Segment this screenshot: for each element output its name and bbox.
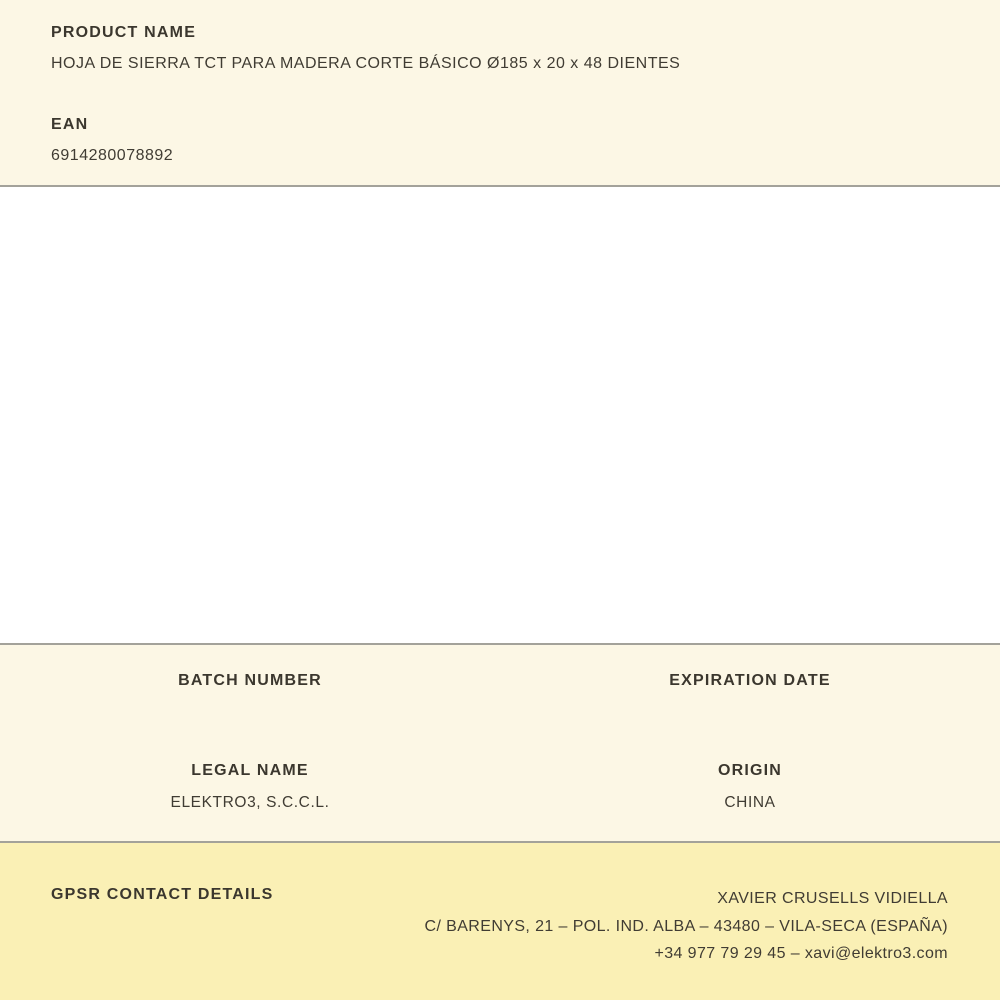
legal-name-cell bbox=[0, 761, 500, 817]
gpsr-contact-name: XAVIER CRUSELLS VIDIELLA bbox=[717, 890, 948, 907]
expiration-date-value bbox=[500, 699, 1000, 727]
expiration-date-label: EXPIRATION DATE bbox=[669, 672, 831, 689]
gpsr-contact-address: C/ BARENYS, 21 – POL. IND. ALBA – 43480 – VILA-SECA (ESPAÑA) bbox=[424, 917, 948, 935]
ean-label: EAN bbox=[51, 116, 89, 133]
product-name-field bbox=[51, 24, 948, 73]
legal-name-label: LEGAL NAME bbox=[191, 762, 309, 779]
legal-name-value: ELEKTRO3, S.C.C.L. bbox=[170, 794, 330, 811]
gpsr-contact-title: GPSR CONTACT DETAILS bbox=[51, 886, 274, 903]
details-row-legal-origin bbox=[0, 761, 1000, 817]
details-row-batch-expiration bbox=[0, 671, 1000, 727]
ean-field bbox=[51, 116, 948, 165]
gpsr-contact-block bbox=[425, 885, 949, 968]
origin-label: ORIGIN bbox=[717, 762, 783, 779]
product-name-label: PRODUCT NAME bbox=[51, 24, 197, 41]
gpsr-contact-phone-email: +34 977 79 29 45 – xavi@elektro3.com bbox=[654, 945, 948, 962]
batch-number-cell bbox=[0, 671, 500, 727]
batch-number-value bbox=[0, 699, 500, 727]
batch-number-label: BATCH NUMBER bbox=[178, 672, 322, 689]
product-name-value: HOJA DE SIERRA TCT PARA MADERA CORTE BÁSICO Ø185 x 20 x 48 DIENTES bbox=[51, 55, 681, 72]
origin-cell bbox=[500, 761, 1000, 817]
expiration-date-cell bbox=[500, 671, 1000, 727]
details-section bbox=[0, 645, 1000, 841]
product-header-section bbox=[0, 0, 1000, 185]
gpsr-contact-section bbox=[0, 843, 1000, 1000]
product-image-area bbox=[0, 187, 1000, 643]
origin-value: CHINA bbox=[724, 794, 776, 811]
ean-value: 6914280078892 bbox=[51, 147, 174, 164]
